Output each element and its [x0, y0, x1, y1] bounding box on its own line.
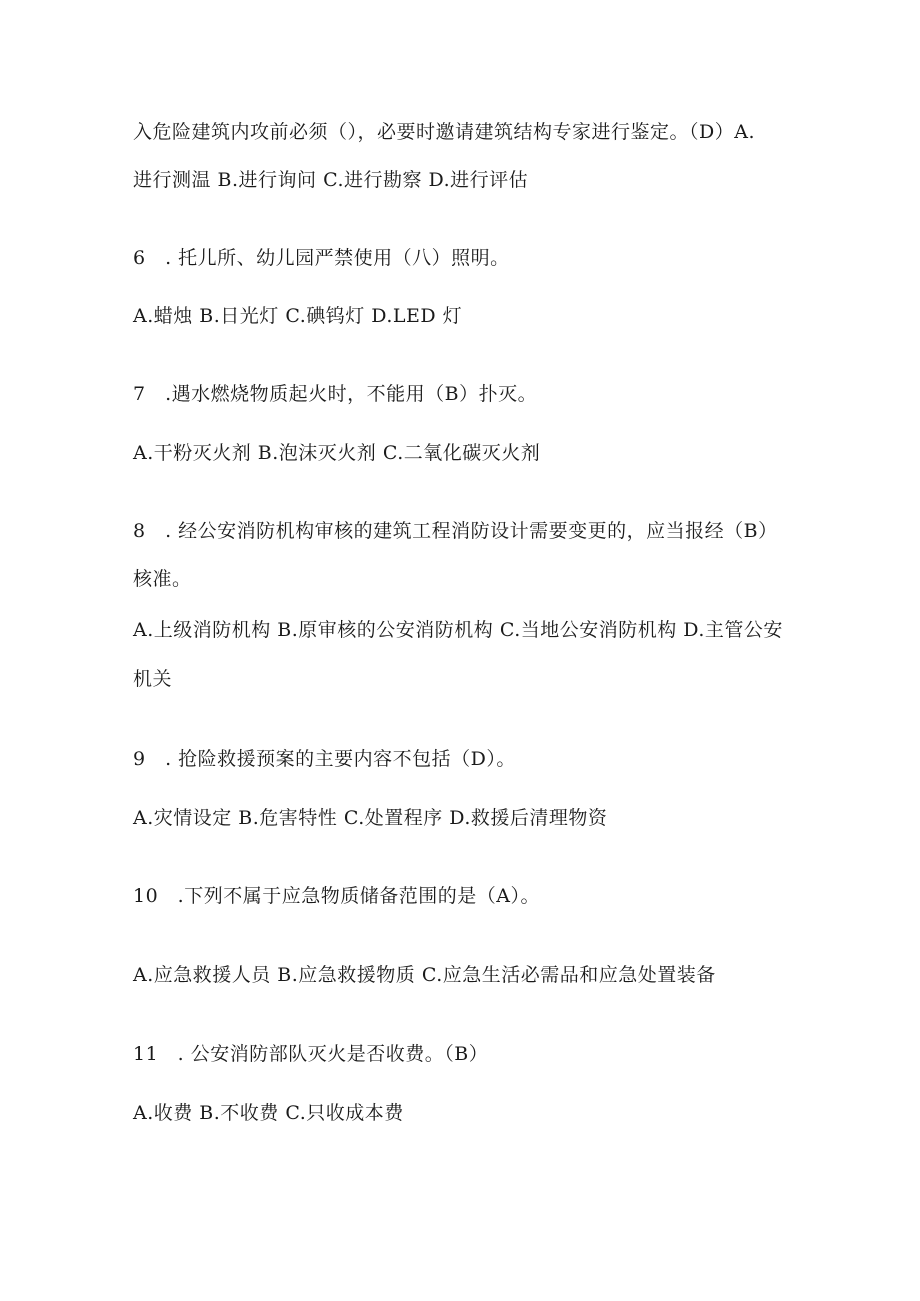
question-7-text: 7 .遇水燃烧物质起火时，不能用（B）扑灭。 — [133, 383, 538, 405]
question-5-options-line: 进行测温 B.进行询问 C.进行勘察 D.进行评估 — [133, 169, 529, 191]
question-11-options: A.收费 B.不收费 C.只收成本费 — [133, 1102, 404, 1124]
question-7-options: A.干粉灭火剂 B.泡沫灭火剂 C.二氧化碳灭火剂 — [133, 442, 541, 464]
question-6-text: 6 . 托儿所、幼儿园严禁使用（八）照明。 — [133, 247, 510, 269]
question-6-options: A.蜡烛 B.日光灯 C.碘钨灯 D.LED 灯 — [133, 305, 463, 327]
question-9-text: 9 . 抢险救援预案的主要内容不包括（D）。 — [133, 748, 516, 770]
question-10-text: 10 .下列不属于应急物质储备范围的是（A）。 — [133, 885, 540, 907]
question-8-text-line-1: 8 . 经公安消防机构审核的建筑工程消防设计需要变更的，应当报经（B） — [133, 520, 778, 542]
question-10-options: A.应急救援人员 B.应急救援物质 C.应急生活必需品和应急处置装备 — [133, 964, 716, 986]
question-5-text-line-1: 入危险建筑内攻前必须（），必要时邀请建筑结构专家进行鉴定。（D）A. — [133, 121, 755, 143]
question-8-text-line-2: 核准。 — [133, 568, 192, 590]
question-8-options-line-1: A.上级消防机构 B.原审核的公安消防机构 C.当地公安消防机构 D.主管公安 — [133, 619, 783, 641]
question-9-options: A.灾情设定 B.危害特性 C.处置程序 D.救援后清理物资 — [133, 807, 608, 829]
question-8-options-line-2: 机关 — [133, 668, 173, 690]
question-11-text: 11 . 公安消防部队灭火是否收费。（B） — [133, 1043, 489, 1065]
